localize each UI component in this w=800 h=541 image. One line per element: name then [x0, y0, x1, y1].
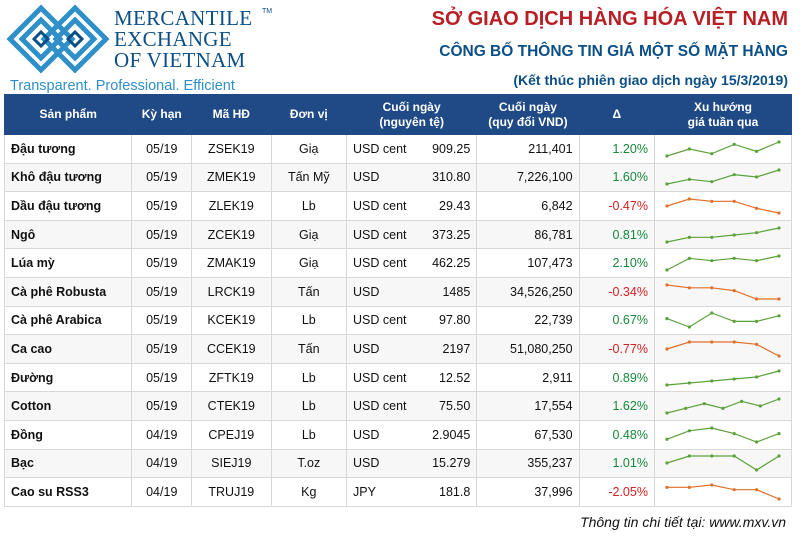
- trend-point: [710, 340, 713, 343]
- currency-label: JPY: [353, 484, 376, 499]
- footer-info: Thông tin chi tiết tại: www.mxv.vn: [580, 514, 786, 530]
- cell-code: ZCEK19: [192, 220, 272, 249]
- cell-close: [347, 449, 477, 478]
- trend-sparkline: [661, 424, 785, 446]
- cell-term: 05/19: [132, 277, 192, 306]
- table-header-row: [5, 95, 792, 135]
- trend-point: [710, 259, 713, 262]
- trend-point: [755, 320, 758, 323]
- cell-vnd: 7,226,100: [477, 163, 579, 192]
- close-value: 12.52: [439, 370, 471, 385]
- trend-point: [665, 154, 668, 157]
- cell-trend: [654, 163, 791, 192]
- col-term: Kỳ hạn: [132, 95, 192, 135]
- trend-point: [755, 207, 758, 210]
- close-value: 181.8: [439, 484, 471, 499]
- trend-line: [667, 428, 779, 442]
- col-close-vnd: [477, 95, 579, 135]
- cell-term: 05/19: [132, 220, 192, 249]
- cell-term: 05/19: [132, 392, 192, 421]
- trend-sparkline: [661, 367, 785, 389]
- cell-term: 05/19: [132, 306, 192, 335]
- trend-sparkline: [661, 281, 785, 303]
- cell-trend: [654, 392, 791, 421]
- trend-line: [667, 228, 779, 242]
- close-value: 1485: [442, 284, 471, 299]
- cell-delta: 0.48%: [579, 420, 654, 449]
- cell-vnd: 17,554: [477, 392, 579, 421]
- trend-point: [710, 426, 713, 429]
- cell-product: Đậu tương: [5, 135, 132, 164]
- page-header: [432, 6, 788, 90]
- trend-point: [777, 354, 780, 357]
- trend-point: [777, 140, 780, 143]
- trend-point: [710, 483, 713, 486]
- cell-close: [347, 163, 477, 192]
- cell-code: ZFTK19: [192, 363, 272, 392]
- trend-point: [665, 347, 668, 350]
- trademark-mark: TM: [262, 8, 273, 15]
- trend-point: [710, 235, 713, 238]
- trend-point: [777, 211, 780, 214]
- cell-code: LRCK19: [192, 277, 272, 306]
- trend-point: [777, 297, 780, 300]
- trend-point: [710, 200, 713, 203]
- trend-point: [740, 400, 743, 403]
- col-close-vnd-line1: Cuối ngày: [498, 99, 557, 114]
- currency-label: USD: [353, 284, 380, 299]
- table-row: [5, 363, 792, 392]
- cell-close: [347, 306, 477, 335]
- cell-code: ZMEK19: [192, 163, 272, 192]
- trend-point: [665, 204, 668, 207]
- table-row: [5, 163, 792, 192]
- trend-point: [733, 320, 736, 323]
- trend-line: [667, 313, 779, 327]
- cell-vnd: 22,739: [477, 306, 579, 335]
- cell-trend: [654, 335, 791, 364]
- cell-unit: Lb: [271, 363, 346, 392]
- cell-close: [347, 363, 477, 392]
- cell-unit: Tấn: [271, 277, 346, 306]
- currency-label: USD cent: [353, 313, 407, 328]
- currency-label: USD: [353, 427, 380, 442]
- cell-delta: 0.67%: [579, 306, 654, 335]
- trend-point: [688, 197, 691, 200]
- trend-point: [688, 326, 691, 329]
- trend-point: [665, 183, 668, 186]
- trend-point: [665, 283, 668, 286]
- trend-point: [755, 297, 758, 300]
- col-product: Sản phẩm: [5, 95, 132, 135]
- col-close-native: [347, 95, 477, 135]
- cell-close: [347, 249, 477, 278]
- trend-point: [755, 150, 758, 153]
- cell-trend: [654, 306, 791, 335]
- cell-trend: [654, 363, 791, 392]
- trend-point: [688, 257, 691, 260]
- cell-unit: Tấn Mỹ: [271, 163, 346, 192]
- trend-point: [733, 340, 736, 343]
- cell-close: [347, 335, 477, 364]
- trend-sparkline: [661, 395, 785, 417]
- cell-delta: -0.47%: [579, 192, 654, 221]
- trend-point: [688, 235, 691, 238]
- trend-point: [710, 379, 713, 382]
- col-close-native-line1: Cuối ngày: [382, 99, 441, 114]
- trend-line: [667, 199, 779, 213]
- trend-point: [759, 405, 762, 408]
- page-title: SỞ GIAO DỊCH HÀNG HÓA VIỆT NAM: [431, 8, 788, 30]
- cell-vnd: 211,401: [477, 135, 579, 164]
- cell-trend: [654, 420, 791, 449]
- cell-vnd: 107,473: [477, 249, 579, 278]
- mxv-logo-icon: [6, 4, 110, 74]
- cell-product: Cà phê Robusta: [5, 277, 132, 306]
- currency-label: USD cent: [353, 141, 407, 156]
- table-row: [5, 249, 792, 278]
- trend-point: [710, 455, 713, 458]
- cell-product: Ca cao: [5, 335, 132, 364]
- trend-point: [733, 289, 736, 292]
- trend-point: [733, 143, 736, 146]
- cell-close: [347, 478, 477, 507]
- currency-label: USD cent: [353, 198, 407, 213]
- table-row: [5, 220, 792, 249]
- currency-label: USD cent: [353, 256, 407, 271]
- trend-point: [733, 257, 736, 260]
- col-delta: Δ: [579, 95, 654, 135]
- trend-sparkline: [661, 452, 785, 474]
- table-row: [5, 335, 792, 364]
- cell-close: [347, 192, 477, 221]
- currency-label: USD cent: [353, 370, 407, 385]
- col-unit: Đơn vị: [271, 95, 346, 135]
- trend-point: [665, 412, 668, 415]
- cell-term: 04/19: [132, 478, 192, 507]
- trend-point: [777, 315, 780, 318]
- trend-point: [755, 469, 758, 472]
- cell-close: [347, 220, 477, 249]
- col-close-native-line2: (nguyên tệ): [379, 114, 444, 129]
- cell-trend: [654, 192, 791, 221]
- cell-unit: Lb: [271, 192, 346, 221]
- trend-point: [733, 377, 736, 380]
- close-value: 2.9045: [432, 427, 471, 442]
- trend-sparkline: [661, 481, 785, 503]
- trend-point: [688, 340, 691, 343]
- close-value: 462.25: [432, 256, 471, 271]
- cell-code: CCEK19: [192, 335, 272, 364]
- close-value: 15.279: [432, 456, 471, 471]
- currency-label: USD cent: [353, 227, 407, 242]
- cell-unit: Lb: [271, 306, 346, 335]
- cell-vnd: 37,996: [477, 478, 579, 507]
- cell-vnd: 355,237: [477, 449, 579, 478]
- trend-point: [777, 497, 780, 500]
- col-trend: [654, 95, 791, 135]
- cell-delta: -0.34%: [579, 277, 654, 306]
- trend-point: [688, 286, 691, 289]
- cell-code: KCEK19: [192, 306, 272, 335]
- trend-point: [755, 375, 758, 378]
- trend-line: [667, 170, 779, 184]
- cell-vnd: 2,911: [477, 363, 579, 392]
- trend-point: [688, 486, 691, 489]
- trend-point: [777, 255, 780, 258]
- cell-term: 05/19: [132, 335, 192, 364]
- trend-point: [688, 147, 691, 150]
- trend-sparkline: [661, 195, 785, 217]
- cell-term: 04/19: [132, 420, 192, 449]
- trend-point: [703, 402, 706, 405]
- price-table: [4, 94, 792, 507]
- trend-sparkline: [661, 138, 785, 160]
- trend-point: [777, 432, 780, 435]
- cell-product: Cao su RSS3: [5, 478, 132, 507]
- cell-unit: T.oz: [271, 449, 346, 478]
- cell-product: Dầu đậu tương: [5, 192, 132, 221]
- table-row: [5, 277, 792, 306]
- cell-trend: [654, 220, 791, 249]
- cell-delta: 0.89%: [579, 363, 654, 392]
- cell-trend: [654, 449, 791, 478]
- trend-point: [733, 173, 736, 176]
- cell-trend: [654, 277, 791, 306]
- trend-point: [665, 437, 668, 440]
- cell-product: Đồng: [5, 420, 132, 449]
- trend-point: [684, 407, 687, 410]
- table-row: [5, 306, 792, 335]
- table-row: [5, 392, 792, 421]
- cell-unit: Kg: [271, 478, 346, 507]
- cell-term: 05/19: [132, 163, 192, 192]
- trend-line: [667, 456, 779, 470]
- trend-line: [667, 142, 779, 156]
- col-code: Mã HĐ: [192, 95, 272, 135]
- cell-code: ZSEK19: [192, 135, 272, 164]
- cell-code: TRUJ19: [192, 478, 272, 507]
- cell-vnd: 86,781: [477, 220, 579, 249]
- cell-product: Khô đậu tương: [5, 163, 132, 192]
- cell-delta: 0.81%: [579, 220, 654, 249]
- cell-code: ZLEK19: [192, 192, 272, 221]
- cell-unit: Tấn: [271, 335, 346, 364]
- brand-name-line2: EXCHANGE: [114, 27, 232, 51]
- trend-point: [665, 269, 668, 272]
- cell-term: 05/19: [132, 363, 192, 392]
- trend-point: [665, 462, 668, 465]
- trend-line: [667, 285, 779, 299]
- close-value: 373.25: [432, 227, 471, 242]
- cell-term: 05/19: [132, 135, 192, 164]
- cell-product: Bạc: [5, 449, 132, 478]
- trend-point: [710, 286, 713, 289]
- cell-delta: 1.62%: [579, 392, 654, 421]
- cell-unit: Lb: [271, 420, 346, 449]
- cell-product: Lúa mỳ: [5, 249, 132, 278]
- cell-product: Đường: [5, 363, 132, 392]
- trend-sparkline: [661, 166, 785, 188]
- trend-point: [733, 488, 736, 491]
- close-value: 75.50: [439, 399, 471, 414]
- cell-unit: Giạ: [271, 135, 346, 164]
- table-row: [5, 449, 792, 478]
- page-subtitle: CÔNG BỐ THÔNG TIN GIÁ MỘT SỐ MẶT HÀNG: [439, 43, 788, 60]
- cell-product: Ngô: [5, 220, 132, 249]
- cell-delta: -2.05%: [579, 478, 654, 507]
- trend-point: [665, 486, 668, 489]
- trend-point: [733, 455, 736, 458]
- trend-point: [710, 180, 713, 183]
- trend-point: [755, 343, 758, 346]
- currency-label: USD: [353, 456, 380, 471]
- close-value: 97.80: [439, 313, 471, 328]
- trend-point: [755, 176, 758, 179]
- trend-point: [733, 233, 736, 236]
- trend-sparkline: [661, 338, 785, 360]
- trend-sparkline: [661, 252, 785, 274]
- cell-close: [347, 420, 477, 449]
- trend-sparkline: [661, 224, 785, 246]
- cell-code: CPEJ19: [192, 420, 272, 449]
- cell-code: SIEJ19: [192, 449, 272, 478]
- close-value: 310.80: [432, 170, 471, 185]
- brand-tagline: Transparent. Professional. Efficient: [10, 78, 235, 94]
- trend-point: [665, 317, 668, 320]
- trend-point: [777, 169, 780, 172]
- cell-trend: [654, 135, 791, 164]
- cell-vnd: 6,842: [477, 192, 579, 221]
- trend-point: [688, 381, 691, 384]
- cell-delta: -0.77%: [579, 335, 654, 364]
- trend-line: [667, 399, 779, 413]
- cell-close: [347, 392, 477, 421]
- table-row: [5, 135, 792, 164]
- cell-unit: Giạ: [271, 220, 346, 249]
- close-value: 29.43: [439, 198, 471, 213]
- trend-line: [667, 485, 779, 499]
- trend-point: [688, 178, 691, 181]
- cell-vnd: 67,530: [477, 420, 579, 449]
- table-row: [5, 478, 792, 507]
- cell-delta: 1.20%: [579, 135, 654, 164]
- trend-point: [710, 152, 713, 155]
- cell-delta: 2.10%: [579, 249, 654, 278]
- cell-code: CTEK19: [192, 392, 272, 421]
- trend-point: [665, 383, 668, 386]
- trend-point: [688, 455, 691, 458]
- trend-line: [667, 342, 779, 356]
- cell-close: [347, 277, 477, 306]
- trend-point: [688, 429, 691, 432]
- session-date: (Kết thúc phiên giao dịch ngày 15/3/2019): [513, 72, 788, 88]
- trend-sparkline: [661, 309, 785, 331]
- col-trend-line1: Xu hướng: [694, 99, 752, 114]
- currency-label: USD: [353, 341, 380, 356]
- brand-name-line1: MERCANTILE: [114, 6, 253, 30]
- cell-vnd: 34,526,250: [477, 277, 579, 306]
- col-close-vnd-line2: (quy đổi VND): [488, 114, 568, 129]
- cell-term: 04/19: [132, 449, 192, 478]
- cell-unit: Lb: [271, 392, 346, 421]
- cell-term: 05/19: [132, 192, 192, 221]
- cell-delta: 1.60%: [579, 163, 654, 192]
- trend-point: [755, 488, 758, 491]
- cell-trend: [654, 249, 791, 278]
- cell-product: Cotton: [5, 392, 132, 421]
- trend-line: [667, 256, 779, 270]
- trend-point: [665, 240, 668, 243]
- trend-point: [777, 226, 780, 229]
- trend-point: [710, 312, 713, 315]
- trend-point: [721, 407, 724, 410]
- trend-point: [755, 259, 758, 262]
- cell-code: ZMAK19: [192, 249, 272, 278]
- table-row: [5, 192, 792, 221]
- trend-point: [733, 200, 736, 203]
- cell-close: [347, 135, 477, 164]
- close-value: 909.25: [432, 141, 471, 156]
- cell-vnd: 51,080,250: [477, 335, 579, 364]
- trend-line: [667, 371, 779, 385]
- col-trend-line2: giá tuần qua: [687, 114, 759, 129]
- cell-unit: Giạ: [271, 249, 346, 278]
- table-row: [5, 420, 792, 449]
- trend-point: [777, 369, 780, 372]
- cell-trend: [654, 478, 791, 507]
- cell-term: 05/19: [132, 249, 192, 278]
- brand-name: [114, 8, 252, 71]
- trend-point: [755, 440, 758, 443]
- currency-label: USD: [353, 170, 380, 185]
- trend-point: [733, 432, 736, 435]
- cell-product: Cà phê Arabica: [5, 306, 132, 335]
- brand-logo: [6, 4, 306, 92]
- price-table-body: [5, 135, 792, 507]
- currency-label: USD cent: [353, 399, 407, 414]
- cell-delta: 1.01%: [579, 449, 654, 478]
- close-value: 2197: [442, 341, 471, 356]
- trend-point: [755, 231, 758, 234]
- brand-name-line3: OF VIETNAM: [114, 48, 246, 72]
- trend-point: [777, 455, 780, 458]
- trend-point: [777, 398, 780, 401]
